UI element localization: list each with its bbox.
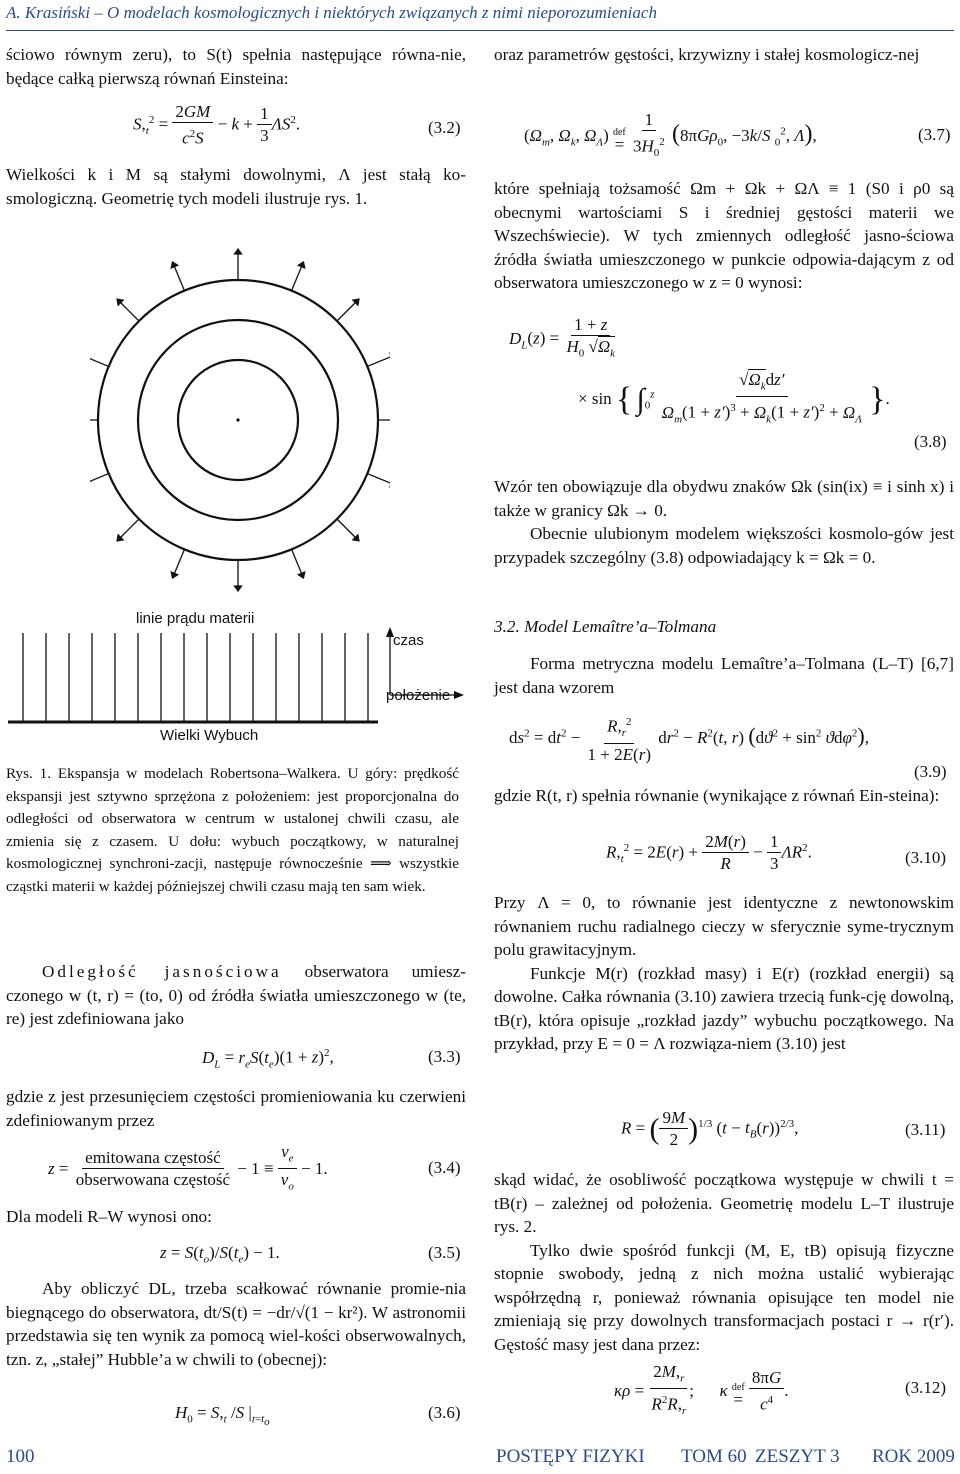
expansion-arrow (174, 549, 184, 573)
expansion-arrow (90, 356, 109, 366)
equation-3-9: $ds^2 = dt^2$ − $\frac{R,_r^2}{1 + 2E(r)}$ $dr^2 - R^2(t$, r) $(dϑ^2 + \sin^2 ϑd\varphi^2)$, (509, 712, 869, 766)
equation-number: (3.12) (905, 1378, 947, 1397)
equation-3-11: R = ( $\frac{9M}{2}$ )$^{1/3}$ $(t - t_B(r))^{2/3}$, (621, 1108, 799, 1149)
running-title: A. Krasiński – O modelach kosmologicznych i niektórych związanych z nimi nieporozumieniach (6, 3, 657, 22)
equation-number: (3.10) (905, 848, 947, 867)
expansion-arrow (292, 549, 302, 573)
equation-number: (3.9) (914, 762, 947, 781)
expansion-arrowhead (298, 572, 304, 578)
equation-number: (3.4) (428, 1158, 461, 1177)
expansion-arrow (337, 303, 355, 321)
figure-label-matter-flow-lines: linie prądu materii (136, 610, 255, 627)
expansion-arrow (121, 303, 139, 321)
right-paragraph-9: skąd widać, że osobliwość początkowa występuje w chwili t = tB(r) – zależnej od położenia. Geometrię modelu L–T ilustruje rys. 2. Tylko dwie spośród funkcji (M, E, tB) opisują fizyczne stopnie swobody, jedną z nich można ustalić wybierając współrzędną r, ponieważ równania opisujące ten model nie zmieniają się przy dowolnych transformacjach postaci r → r(r′). Gęstość masy jest dana przez: (494, 1170, 954, 1354)
equation-number: (3.2) (428, 118, 461, 137)
expansion-arrow (121, 519, 139, 537)
equation-3-12: κρ = $\frac{2M,_r}{R^2R,_r}$ ; κ def = $\frac{8\pi G}{c^4}$ . (614, 1362, 789, 1418)
figure-label-big-bang: Wielki Wybuch (160, 727, 259, 744)
figure-label-position: położenie (386, 687, 451, 704)
equation-number: (3.6) (428, 1403, 461, 1422)
right-paragraph-1: oraz parametrów gęstości, krzywizny i stałej kosmologicz-nej (494, 45, 920, 64)
page-number: 100 (6, 1446, 35, 1467)
right-paragraph-5: Forma metryczna modelu Lemaître’a–Tolmana (L–T) [6,7] jest dana wzorem (494, 654, 954, 697)
expansion-arrowhead (235, 586, 242, 591)
section-heading: 3.2. Model Lemaître’a–Tolmana (494, 617, 717, 636)
expansion-arrow (90, 474, 109, 484)
equation-3-6: $H_0 = S,_t$ /S $|_{t=t_o}$ (175, 1403, 270, 1429)
equation-3-7: ($\Omega_m$, $\Omega_k$, $\Omega_\Lambda$) def = $\frac{1}{3H_0^2}$ (8πGρ$_0$, −3k/S $_0^2$, Λ), (524, 110, 817, 160)
right-paragraph-3: Wzór ten obowiązuje dla obydwu znaków Ωk (sin(ix) ≡ i sinh x) i także w granicy Ωk → 0. Obecnie ulubionym modelem większości kosmolo-gów jest przypadek szczególny (3.8) odpowiadający k = Ωk = 0. (494, 477, 954, 567)
expansion-arrowhead (171, 262, 177, 268)
eq34-denominator: obserwowana częstość (75, 1170, 231, 1190)
right-paragraph-7: Przy Λ = 0, to równanie jest identyczne z newtonowskim równaniem ruchu radialnego cieczy w sferycznie syme-trycznym polu grawitacyjnym. Funkcje M(r) (rozkład masy) i E(r) (rozkład energii) są dowolne. Całka równania (3.10) zawiera trzecią funk-cję dowolną, tB(r), która opisuje „rozkład jazdy” wybuchu początkowego. Na przykład, przy E = 0 = Λ rozwiąza-niem (3.10) jest (494, 893, 954, 1053)
expansion-arrow (174, 267, 184, 291)
eq34-numerator: emitowana częstość (82, 1148, 223, 1169)
left-paragraph-5: Dla modeli R–W wynosi ono: (6, 1207, 212, 1226)
figure-1-caption: Rys. 1. Ekspansja w modelach Robertsona–Walkera. U góry: prędkość ekspansji jest sztywno sprzężona z położeniem: jest proporcjonalna do odległości od obserwatora w centrum w ustalonej chwili czasu, ale zmienia się z czasem. U dołu: wybuch początkowy, w naturalnej kosmologicznej synchroni-zacji, następuje równocześnie ⟹ wszystkie cząstki materii w każdej późniejszej chwili czasu mają ten sam wiek. (6, 765, 459, 895)
figure-label-time: czas (393, 632, 424, 649)
equation-number: (3.7) (918, 125, 951, 144)
equation-3-2: $S,_t^2$ = $\frac{2GM}{c^2S}$ − k + $\frac{1}{3}$ $\Lambda S^2$. (133, 102, 301, 148)
running-header (6, 0, 954, 31)
page-footer (0, 1438, 960, 1474)
equation-3-8-line-1: $D_L(z)$ = $\frac{1 + z}{H_0 √\Omega_k}$ (509, 315, 616, 360)
equation-3-5: $z = S(t_o)/S(t_e) - 1$. (160, 1243, 280, 1266)
right-paragraph-2: które spełniają tożsamość Ωm + Ωk + ΩΛ ≡ 1 (S0 i ρ0 są obecnymi wartościami S i średniej gęstości materii we Wszechświecie). W tych zmiennych odległość jasno-ściowa źródła światła umieszczonego w punkcie odpowia-dającym z od obserwatora umieszczonego w z = 0 wynosi: (494, 179, 954, 292)
expansion-arrow (337, 519, 355, 537)
equation-number: (3.11) (905, 1120, 946, 1139)
equation-3-4: z = $\frac{\text{emitowana częstość}}{\text{obserwowana częstość}}$ − 1 ≡ $\frac{\nu_e}{\nu_o}$ − 1. (48, 1142, 328, 1193)
expansion-arrowhead (171, 572, 177, 578)
left-paragraph-6: Aby obliczyć DL, trzeba scałkować równanie promie-nia biegnącego do obserwatora, dt/S(t) = −dr/√(1 − kr²). W astronomii przedstawia się ten wynik za pomocą wiel-kości obserwowalnych, tzn. z, „stałej” Hubble’a w chwili to (obecnej): (6, 1279, 466, 1369)
expansion-arrow (367, 474, 390, 484)
equation-number: (3.8) (914, 432, 947, 451)
right-paragraph-6: gdzie R(t, r) spełnia równanie (wynikające z równań Ein-steina): (494, 786, 940, 805)
left-paragraph-4: gdzie z jest przesunięciem częstości promieniowania ku czerwieni zdefiniowanym przez (6, 1087, 466, 1130)
journal-volume: TOM 60 (681, 1446, 747, 1467)
expansion-arrowhead (235, 249, 242, 254)
expansion-arrowhead (298, 262, 304, 268)
figure-1-expansion-diagram (90, 225, 390, 605)
left-paragraph-3: Odległość jasnościowa obserwatora umiesz-czonego w (t, r) = (to, 0) od źródła światła umieszczonego w (te, re) jest zdefiniowana jako (6, 962, 466, 1028)
expansion-arrow (367, 356, 390, 366)
equation-3-10: $R,_t^2 = 2E(r)$ + $\frac{2M(r)}{R}$ − $\frac{1}{3}$ $\Lambda R^2$. (606, 832, 812, 873)
equation-number: (3.5) (428, 1243, 461, 1262)
left-paragraph-1: ściowo równym zeru), to S(t) spełnia następujące równa-nie, będące całką pierwszą równań Einsteina: (6, 45, 466, 88)
expansion-arrow (292, 267, 302, 291)
journal-issue: ZESZYT 3 (755, 1446, 840, 1467)
equation-number: (3.3) (428, 1047, 461, 1066)
equation-3-3: $D_L = r_eS(t_e)(1 + z)^2$, (202, 1047, 334, 1071)
journal-year: ROK 2009 (872, 1446, 955, 1467)
left-paragraph-2: Wielkości k i M są stałymi dowolnymi, Λ jest stałą ko-smologiczną. Geometrię tych modeli ilustruje rys. 1. (6, 165, 466, 208)
equation-3-8-line-2: × sin { $\int_0^z$ $\frac{√\Omega_kdz'}{\Omega_m(1 + z')^3 + \Omega_k(1 + z')^2 + \Omega_\Lambda}$ }. (578, 370, 890, 426)
journal-name: POSTĘPY FIZYKI (496, 1446, 645, 1467)
